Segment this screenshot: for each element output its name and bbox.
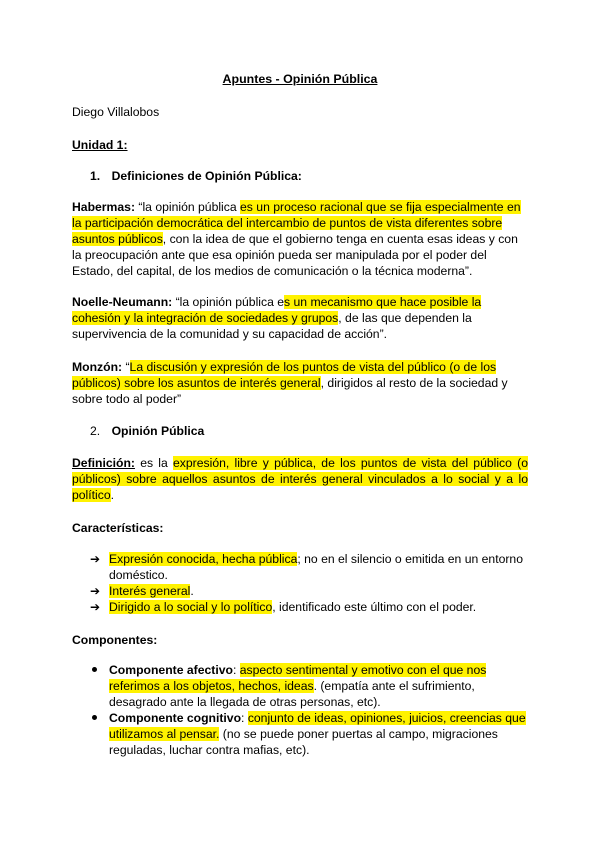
list-item [90, 551, 530, 583]
caracteristica-highlight: Dirigido a lo social y lo político [109, 600, 273, 614]
noelle-text-1: “la opinión pública e [172, 295, 285, 309]
arrow-icon: ➔ [90, 584, 101, 598]
caracteristicas-heading: Características: [72, 521, 164, 535]
componente-label: Componente cognitivo [109, 711, 242, 725]
monzon-text-1: “ [122, 360, 130, 374]
section-1-heading [90, 168, 546, 184]
caracteristica-text: ; no en el silencio o emitida en un entorno doméstico. [109, 552, 523, 582]
componente-label: Componente afectivo [109, 663, 233, 677]
definicion-paragraph [72, 455, 528, 503]
caracteristica-text: , identificado este último con el poder. [272, 600, 477, 614]
componente-text: . (empatía ante el sufrimiento, desagrado ante la llegada de otras personas, etc). [109, 679, 475, 709]
monzon-highlight: La discusión y expresión de los puntos de vista del público (o de los públicos) sobre los asuntos de interés general [72, 360, 497, 390]
noelle-label: Noelle-Neumann: [72, 295, 173, 309]
componente-highlight: aspecto sentimental y emotivo con el que nos referimos a los objetos, hechos, ideas [109, 663, 487, 693]
definicion-text-2: . [110, 488, 115, 502]
definicion-label: Definición: [72, 456, 135, 470]
monzon-label: Monzón: [72, 360, 123, 374]
noelle-text-2: , de las que dependen la supervivencia de la comunidad y su capacidad de acción”. [72, 311, 472, 341]
caracteristica-highlight: Interés general [109, 584, 191, 598]
document-title: Apuntes - Opinión Pública [222, 72, 378, 86]
noelle-highlight: s un mecanismo que hace posible la cohesión y la integración de sociedades y grupos [72, 295, 482, 325]
arrow-icon: ➔ [90, 600, 101, 614]
list-item [90, 583, 530, 599]
noelle-paragraph [72, 294, 528, 342]
componentes-list [90, 662, 530, 758]
author-name: Diego Villalobos [72, 105, 160, 119]
componente-text: (no se puede poner puertas al campo, migraciones reguladas, luchar contra mafias, etc). [109, 727, 498, 757]
caracteristicas-list [90, 551, 530, 615]
list-item [90, 662, 530, 710]
list-item [90, 710, 530, 758]
monzon-paragraph [72, 359, 528, 407]
definicion-highlight: expresión, libre y pública, de los puntos de vista del público (o públicos) sobre aquellos asuntos de interés general vinculados a lo social y a lo político [72, 456, 528, 502]
habermas-label: Habermas: [72, 200, 135, 214]
section-2-heading [90, 423, 546, 439]
componentes-heading: Componentes: [72, 633, 158, 647]
componente-separator: : [232, 663, 240, 677]
componente-separator: : [241, 711, 248, 725]
section-2-number: 2. [90, 424, 101, 438]
caracteristica-highlight: Expresión conocida, hecha pública [109, 552, 298, 566]
caracteristica-text: . [190, 584, 194, 598]
monzon-text-2: , dirigidos al resto de la sociedad y sobre todo al poder” [72, 376, 508, 406]
componente-highlight: conjunto de ideas, opiniones, juicios, creencias que utilizamos al pensar. [109, 711, 526, 741]
habermas-text-2: , con la idea de que el gobierno tenga en cuenta esas ideas y con la preocupación ante que esa opinión pueda ser manipulada por el poder del Estado, del capital, de los medios de comunicación o la técnica moderna”. [72, 232, 518, 278]
habermas-text-1: “la opinión pública [135, 200, 241, 214]
arrow-icon: ➔ [90, 552, 101, 566]
bullet-icon [92, 667, 97, 672]
habermas-highlight: es un proceso racional que se fija especialmente en la participación democrática del intercambio de puntos de vista diferentes sobre asuntos públicos [72, 200, 521, 246]
definicion-text-1: es la [134, 456, 174, 470]
list-item [90, 599, 530, 615]
section-2-title: Opinión Pública [111, 424, 205, 438]
section-1-number: 1. [90, 169, 101, 183]
unit-heading: Unidad 1: [72, 138, 128, 152]
section-1-title: Definiciones de Opinión Pública: [111, 169, 302, 183]
bullet-icon [92, 715, 97, 720]
habermas-paragraph [72, 199, 528, 279]
